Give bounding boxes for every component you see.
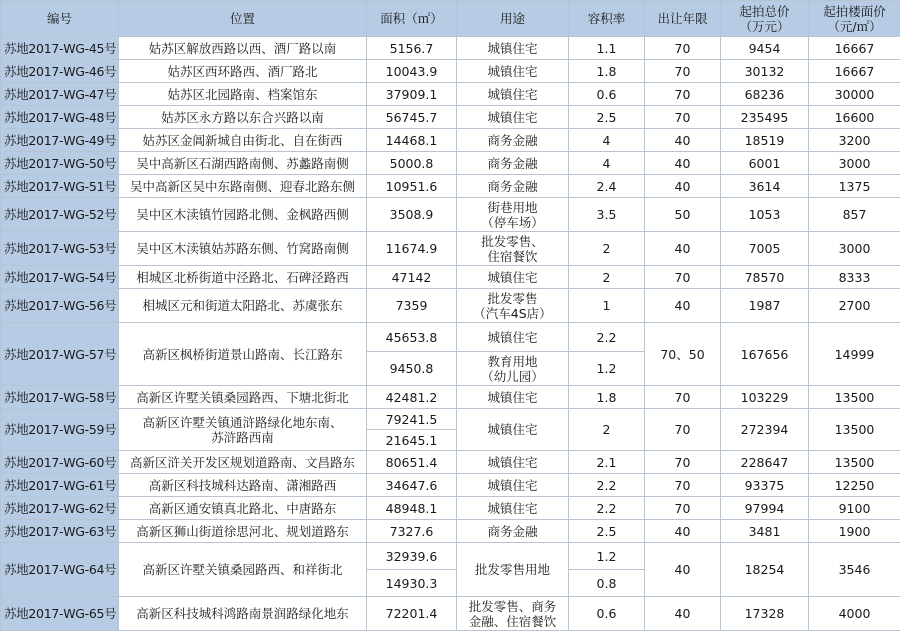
row-usage-line1: 批发零售、: [481, 233, 544, 249]
row-area: 21645.1: [367, 430, 457, 451]
row-usage: 商务金融: [457, 520, 569, 543]
row-area: 32939.6: [367, 543, 457, 570]
row-usage-line1: 批发零售: [487, 290, 538, 306]
row-start-unit: 12250: [809, 474, 900, 497]
row-location: 姑苏区解放西路以西、酒厂路以南: [119, 37, 367, 60]
row-location: 吴中高新区吴中东路南侧、迎春北路东侧: [119, 175, 367, 198]
row-code: 苏地2017-WG-56号: [1, 289, 119, 323]
row-usage-line2: 住宿餐饮: [487, 248, 538, 264]
header-start-unit: [809, 1, 900, 37]
row-plot-ratio: 1.8: [569, 386, 645, 409]
header-code: 编号: [1, 1, 119, 37]
row-area: 10951.6: [367, 175, 457, 198]
row-location: 相城区北桥街道中泾路北、石碑泾路西: [119, 266, 367, 289]
table-row: [1, 451, 900, 474]
row-location: 高新区科技城科达路南、潇湘路西: [119, 474, 367, 497]
row-plot-ratio: 1.2: [569, 352, 645, 386]
row-area: 10043.9: [367, 60, 457, 83]
row-area: 79241.5: [367, 409, 457, 430]
row-start-total: 68236: [721, 83, 809, 106]
row-years: 70: [645, 474, 721, 497]
row-location: 高新区许墅关镇桑园路西、和祥街北: [119, 543, 367, 597]
row-code: 苏地2017-WG-61号: [1, 474, 119, 497]
table-row: [1, 497, 900, 520]
row-plot-ratio: 0.6: [569, 597, 645, 631]
row-area: 48948.1: [367, 497, 457, 520]
table-row: [1, 386, 900, 409]
row-usage-line1: 教育用地: [487, 353, 538, 369]
header-start-total: [721, 1, 809, 37]
row-code: 苏地2017-WG-46号: [1, 60, 119, 83]
row-location: [119, 409, 367, 451]
row-code: 苏地2017-WG-63号: [1, 520, 119, 543]
row-years: 70: [645, 106, 721, 129]
row-code: 苏地2017-WG-64号: [1, 543, 119, 597]
row-area: 56745.7: [367, 106, 457, 129]
row-years: 70: [645, 266, 721, 289]
table-row: [1, 543, 900, 570]
header-usage: 用途: [457, 1, 569, 37]
row-location: 相城区元和街道太阳路北、苏虞张东: [119, 289, 367, 323]
row-start-total: 235495: [721, 106, 809, 129]
row-years: 40: [645, 152, 721, 175]
table-row: [1, 266, 900, 289]
row-start-unit: 1900: [809, 520, 900, 543]
row-location: 高新区科技城科鸿路南景润路绿化地东: [119, 597, 367, 631]
row-location: 吴中区木渎镇姑苏路东侧、竹窝路南侧: [119, 232, 367, 266]
row-plot-ratio: 0.8: [569, 570, 645, 597]
row-usage: 城镇住宅: [457, 266, 569, 289]
row-usage: [457, 597, 569, 631]
header-area: 面积（㎡）: [367, 1, 457, 37]
table-row: [1, 520, 900, 543]
row-years: 40: [645, 543, 721, 597]
row-usage-line2: 金融、住宿餐饮: [468, 613, 557, 629]
row-plot-ratio: 4: [569, 129, 645, 152]
row-area: 37909.1: [367, 83, 457, 106]
row-usage: [457, 289, 569, 323]
row-location: 姑苏区金阊新城自由街北、自在街西: [119, 129, 367, 152]
row-start-unit: 13500: [809, 386, 900, 409]
row-location: 吴中区木渎镇竹园路北侧、金枫路西侧: [119, 198, 367, 232]
row-usage: 城镇住宅: [457, 106, 569, 129]
row-start-unit: 3546: [809, 543, 900, 597]
row-usage: 城镇住宅: [457, 497, 569, 520]
row-code: 苏地2017-WG-49号: [1, 129, 119, 152]
row-plot-ratio: 1.1: [569, 37, 645, 60]
row-usage-line2: （幼儿园）: [481, 368, 544, 384]
row-code: 苏地2017-WG-51号: [1, 175, 119, 198]
row-plot-ratio: 2.2: [569, 474, 645, 497]
row-area: 7359: [367, 289, 457, 323]
row-code: 苏地2017-WG-59号: [1, 409, 119, 451]
row-start-total: 30132: [721, 60, 809, 83]
row-plot-ratio: 2: [569, 409, 645, 451]
table-row: [1, 323, 900, 352]
row-area: 42481.2: [367, 386, 457, 409]
row-location: 高新区通安镇真北路北、中唐路东: [119, 497, 367, 520]
row-usage: 城镇住宅: [457, 474, 569, 497]
row-area: 80651.4: [367, 451, 457, 474]
row-start-total: 228647: [721, 451, 809, 474]
row-usage: 商务金融: [457, 175, 569, 198]
row-usage-line2: （汽车4S店）: [473, 305, 552, 321]
table-row: [1, 474, 900, 497]
row-area: 72201.4: [367, 597, 457, 631]
table-row: [1, 83, 900, 106]
row-usage: 商务金融: [457, 152, 569, 175]
row-years: 70、50: [645, 323, 721, 386]
row-start-unit: 9100: [809, 497, 900, 520]
header-location: 位置: [119, 1, 367, 37]
row-plot-ratio: 2.5: [569, 520, 645, 543]
row-plot-ratio: 1.2: [569, 543, 645, 570]
row-code: 苏地2017-WG-45号: [1, 37, 119, 60]
row-start-total: 103229: [721, 386, 809, 409]
row-area: 5000.8: [367, 152, 457, 175]
row-location: 高新区浒关开发区规划道路南、文昌路东: [119, 451, 367, 474]
row-plot-ratio: 0.6: [569, 83, 645, 106]
row-location-line2: 苏浒路西南: [211, 429, 274, 445]
row-start-total: 1053: [721, 198, 809, 232]
row-usage-line1: 批发零售、商务: [468, 598, 557, 614]
header-start-total-line1: 起拍总价: [739, 3, 790, 19]
header-row: [1, 1, 900, 37]
row-start-total: 6001: [721, 152, 809, 175]
row-years: 40: [645, 129, 721, 152]
row-location: 高新区狮山街道徐思河北、规划道路东: [119, 520, 367, 543]
row-start-unit: 14999: [809, 323, 900, 386]
row-usage-line2: （停车场）: [481, 214, 544, 230]
row-plot-ratio: 2.2: [569, 497, 645, 520]
row-start-total: 9454: [721, 37, 809, 60]
header-start-unit-line2: （元/㎡）: [827, 18, 882, 34]
row-start-unit: 16667: [809, 60, 900, 83]
row-start-unit: 3000: [809, 232, 900, 266]
row-area: 34647.6: [367, 474, 457, 497]
row-years: 70: [645, 409, 721, 451]
row-area: 47142: [367, 266, 457, 289]
row-plot-ratio: 3.5: [569, 198, 645, 232]
row-usage: [457, 232, 569, 266]
row-years: 70: [645, 451, 721, 474]
row-start-total: 78570: [721, 266, 809, 289]
table-row: [1, 232, 900, 266]
row-start-unit: 13500: [809, 451, 900, 474]
table-row: [1, 37, 900, 60]
row-usage: 城镇住宅: [457, 60, 569, 83]
table-row: [1, 597, 900, 631]
row-start-total: 17328: [721, 597, 809, 631]
row-start-unit: 30000: [809, 83, 900, 106]
row-area: 3508.9: [367, 198, 457, 232]
row-plot-ratio: 1: [569, 289, 645, 323]
header-start-total-line2: （万元）: [739, 18, 790, 34]
table-row: [1, 409, 900, 430]
row-years: 70: [645, 386, 721, 409]
row-years: 50: [645, 198, 721, 232]
row-area: 7327.6: [367, 520, 457, 543]
row-code: 苏地2017-WG-62号: [1, 497, 119, 520]
row-code: 苏地2017-WG-52号: [1, 198, 119, 232]
row-start-total: 3481: [721, 520, 809, 543]
header-start-unit-line1: 起拍楼面价: [823, 3, 886, 19]
row-code: 苏地2017-WG-50号: [1, 152, 119, 175]
row-code: 苏地2017-WG-60号: [1, 451, 119, 474]
row-usage: 批发零售用地: [457, 543, 569, 597]
row-years: 40: [645, 232, 721, 266]
row-plot-ratio: 2.4: [569, 175, 645, 198]
row-usage-line1: 街巷用地: [487, 199, 538, 215]
row-plot-ratio: 2.5: [569, 106, 645, 129]
row-code: 苏地2017-WG-53号: [1, 232, 119, 266]
row-years: 40: [645, 175, 721, 198]
row-code: 苏地2017-WG-48号: [1, 106, 119, 129]
row-start-total: 7005: [721, 232, 809, 266]
row-start-unit: 1375: [809, 175, 900, 198]
row-start-unit: 2700: [809, 289, 900, 323]
row-years: 70: [645, 497, 721, 520]
row-plot-ratio: 4: [569, 152, 645, 175]
row-start-total: 97994: [721, 497, 809, 520]
row-start-unit: 16667: [809, 37, 900, 60]
row-usage: 商务金融: [457, 129, 569, 152]
row-usage: 城镇住宅: [457, 386, 569, 409]
row-usage: 城镇住宅: [457, 451, 569, 474]
row-area: 14930.3: [367, 570, 457, 597]
row-location: 姑苏区北园路南、档案馆东: [119, 83, 367, 106]
table-row: [1, 175, 900, 198]
row-code: 苏地2017-WG-58号: [1, 386, 119, 409]
row-usage: 城镇住宅: [457, 323, 569, 352]
row-years: 40: [645, 289, 721, 323]
row-start-total: 1987: [721, 289, 809, 323]
row-years: 70: [645, 83, 721, 106]
row-location: 姑苏区永方路以东合兴路以南: [119, 106, 367, 129]
row-code: 苏地2017-WG-57号: [1, 323, 119, 386]
row-start-total: 167656: [721, 323, 809, 386]
table-row: [1, 129, 900, 152]
row-area: 9450.8: [367, 352, 457, 386]
row-years: 40: [645, 597, 721, 631]
row-start-unit: 16600: [809, 106, 900, 129]
row-plot-ratio: 2: [569, 266, 645, 289]
row-code: 苏地2017-WG-65号: [1, 597, 119, 631]
table-row: [1, 289, 900, 323]
table-row: [1, 198, 900, 232]
row-usage: 城镇住宅: [457, 409, 569, 451]
row-plot-ratio: 2.1: [569, 451, 645, 474]
row-location: 吴中高新区石湖西路南侧、苏蠡路南侧: [119, 152, 367, 175]
row-start-total: 18254: [721, 543, 809, 597]
row-start-unit: 3200: [809, 129, 900, 152]
row-start-total: 93375: [721, 474, 809, 497]
row-location-line1: 高新区许墅关镇通浒路绿化地东南、: [142, 414, 343, 430]
row-start-total: 18519: [721, 129, 809, 152]
row-years: 70: [645, 60, 721, 83]
row-start-unit: 8333: [809, 266, 900, 289]
header-plot-ratio: 容积率: [569, 1, 645, 37]
row-usage: 城镇住宅: [457, 37, 569, 60]
row-start-unit: 3000: [809, 152, 900, 175]
row-usage: [457, 352, 569, 386]
row-usage: [457, 198, 569, 232]
row-plot-ratio: 2.2: [569, 323, 645, 352]
table-row: [1, 60, 900, 83]
row-code: 苏地2017-WG-54号: [1, 266, 119, 289]
table-row: [1, 152, 900, 175]
header-years: 出让年限: [645, 1, 721, 37]
row-location: 姑苏区西环路西、酒厂路北: [119, 60, 367, 83]
row-area: 14468.1: [367, 129, 457, 152]
row-usage: 城镇住宅: [457, 83, 569, 106]
row-area: 45653.8: [367, 323, 457, 352]
row-start-total: 3614: [721, 175, 809, 198]
row-start-unit: 857: [809, 198, 900, 232]
row-years: 40: [645, 520, 721, 543]
row-start-unit: 4000: [809, 597, 900, 631]
row-code: 苏地2017-WG-47号: [1, 83, 119, 106]
row-area: 11674.9: [367, 232, 457, 266]
row-start-total: 272394: [721, 409, 809, 451]
table-row: [1, 106, 900, 129]
row-location: 高新区枫桥街道景山路南、长江路东: [119, 323, 367, 386]
row-area: 5156.7: [367, 37, 457, 60]
row-plot-ratio: 2: [569, 232, 645, 266]
row-plot-ratio: 1.8: [569, 60, 645, 83]
row-start-unit: 13500: [809, 409, 900, 451]
row-years: 70: [645, 37, 721, 60]
row-location: 高新区许墅关镇桑园路西、下塘北街北: [119, 386, 367, 409]
